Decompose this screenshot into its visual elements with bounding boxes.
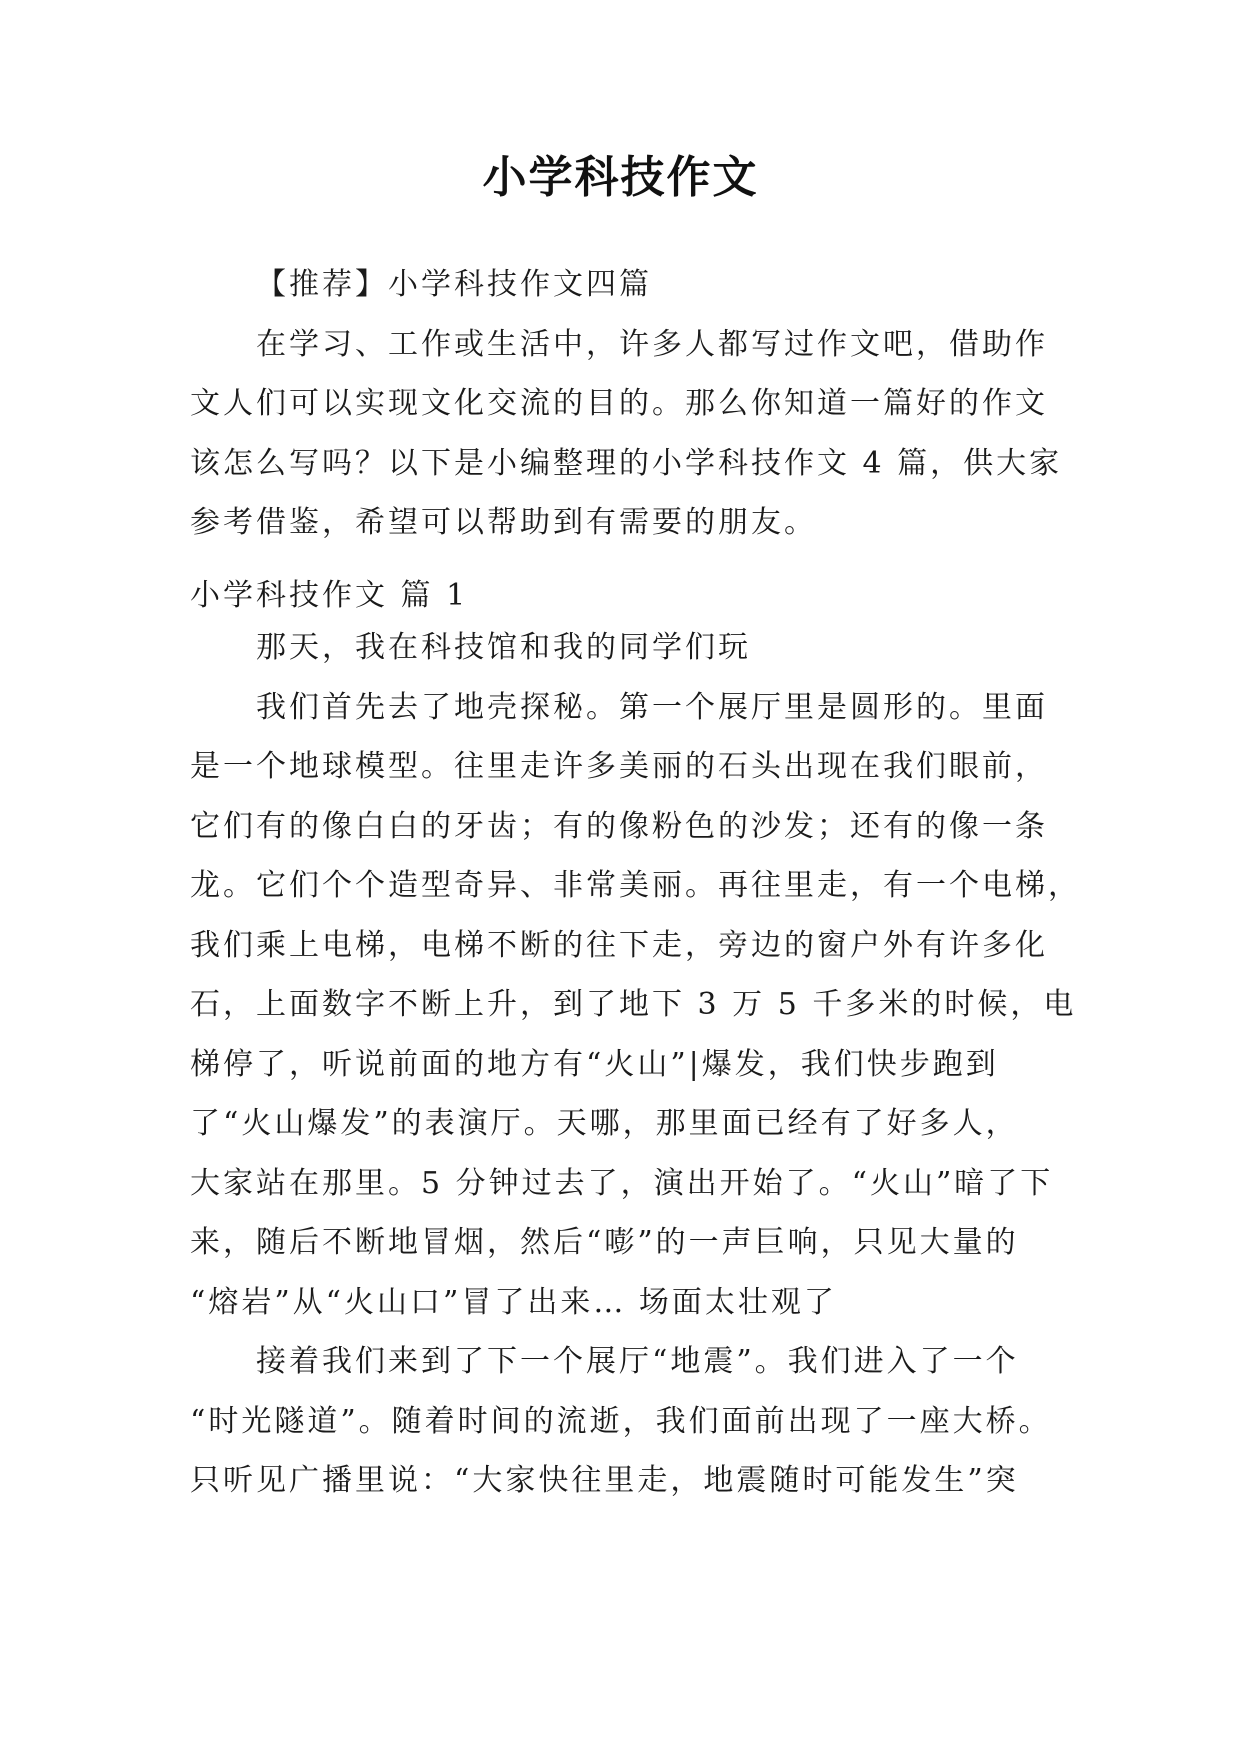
- intro-line: 该怎么写吗？以下是小编整理的小学科技作文 4 篇，供大家: [190, 445, 1063, 481]
- document-title: 小学科技作文: [482, 152, 759, 203]
- intro-line: 参考借鉴，希望可以帮助到有需要的朋友。: [190, 505, 817, 540]
- paragraph-line: 是一个地球模型。往里走许多美丽的石头出现在我们眼前，: [190, 749, 1048, 784]
- intro-block: [190, 255, 1063, 553]
- paragraph-line: 了“火山爆发”的表演厅。天哪，那里面已经有了好多人，: [190, 1106, 1019, 1141]
- section1-body: [190, 618, 1081, 1511]
- paragraph-line: 接着我们来到了下一个展厅“地震”。我们进入了一个: [256, 1344, 1019, 1379]
- paragraph-line: 石，上面数字不断上升，到了地下 3 万 5 千多米的时候，电: [190, 987, 1077, 1022]
- paragraph-line: 来，随后不断地冒烟，然后“嘭”的一声巨响，只见大量的: [190, 1225, 1019, 1260]
- paragraph-line: “时光隧道”。随着时间的流逝，我们面前出现了一座大桥。: [190, 1403, 1052, 1439]
- paragraph-line: 梯停了，听说前面的地方有“火山”|爆发，我们快步跑到: [190, 1046, 999, 1082]
- paragraph-line: 只听见广播里说：“大家快往里走，地震随时可能发生”突: [190, 1463, 1019, 1498]
- paragraph-line: 大家站在那里。5 分钟过去了，演出开始了。“火山”暗了下: [190, 1165, 1054, 1201]
- paragraph-line: 我们首先去了地壳探秘。第一个展厅里是圆形的。里面: [256, 689, 1048, 725]
- paragraph-line: 龙。它们个个造型奇异、非常美丽。再往里走，有一个电梯，: [190, 868, 1081, 903]
- intro-line: 在学习、工作或生活中，许多人都写过作文吧，借助作: [256, 326, 1048, 362]
- section-heading: 小学科技作文 篇 1: [190, 578, 469, 613]
- paragraph-line: 我们乘上电梯，电梯不断的往下走，旁边的窗户外有许多化: [190, 927, 1048, 963]
- paragraph-line: 那天，我在科技馆和我的同学们玩: [256, 630, 751, 665]
- recommend-line: 【推荐】小学科技作文四篇: [256, 267, 652, 302]
- paragraph-line: “熔岩”从“火山口”冒了出来… 场面太壮观了: [190, 1284, 837, 1320]
- intro-line: 文人们可以实现文化交流的目的。那么你知道一篇好的作文: [190, 386, 1048, 421]
- paragraph-line: 它们有的像白白的牙齿；有的像粉色的沙发；还有的像一条: [190, 808, 1048, 844]
